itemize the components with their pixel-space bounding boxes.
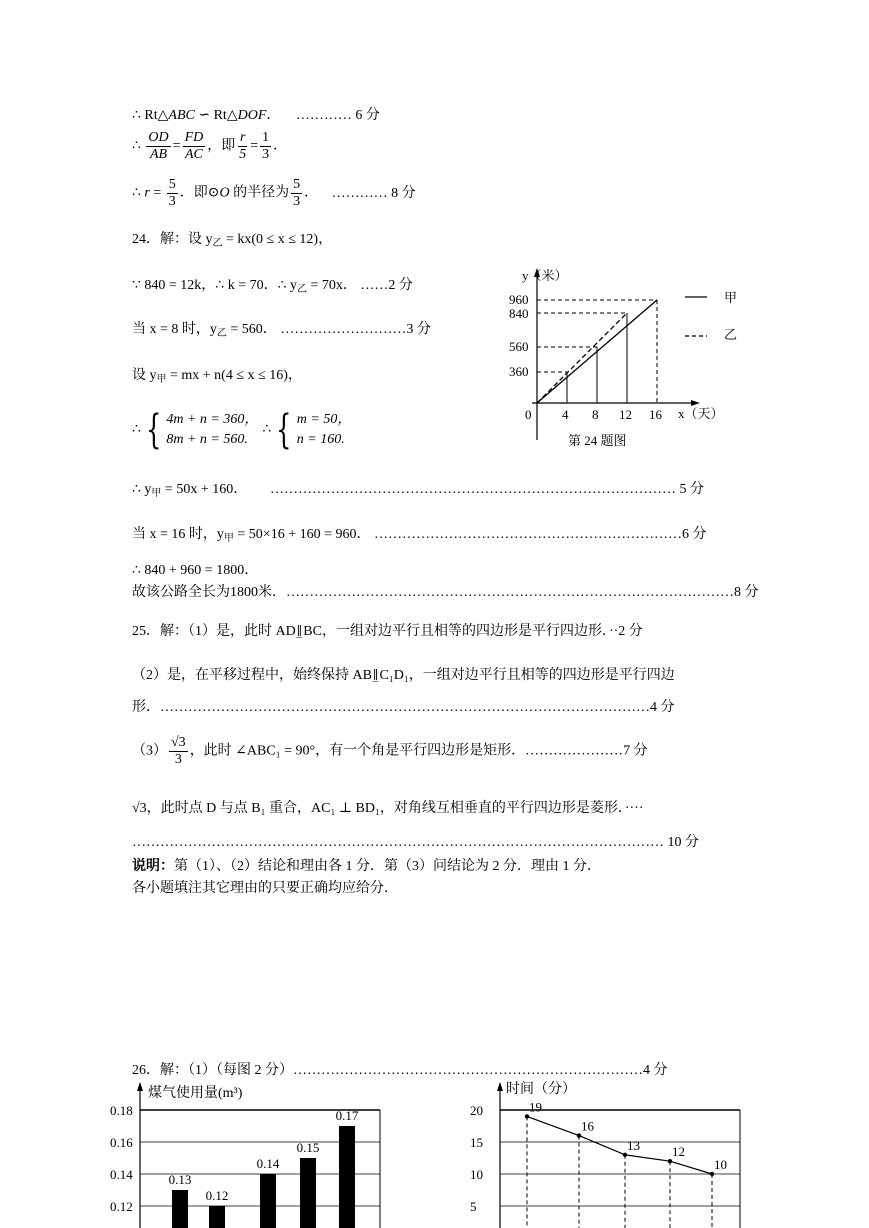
line-ytick: 15 bbox=[470, 1135, 483, 1150]
bar-ytick: 0.14 bbox=[110, 1167, 133, 1182]
s24-line6: ∴ $y_甲 = 50x + 160$． bbox=[132, 482, 248, 499]
line-point bbox=[577, 1133, 581, 1137]
line-point bbox=[710, 1172, 714, 1176]
line-label: 13 bbox=[627, 1137, 640, 1153]
ytick-840: 840 bbox=[509, 306, 529, 321]
xtick-12: 12 bbox=[619, 407, 632, 422]
s25-line3: 形．……………………………………………………………………………………………4 分 bbox=[132, 700, 675, 715]
s25-line2: （2）是，在平移过程中，始终保持 AB∥̲C₁D₁，一组对边平行且相等的四边形是平行四边 bbox=[132, 668, 675, 683]
s25-line4: （3） $\frac{√3}{3}$ ，此时 ∠ABC₁ = 90°，有一个角是平行四边形是矩形．…………………7 分 bbox=[132, 735, 648, 767]
line-label: 16 bbox=[581, 1118, 594, 1134]
bar-chart bbox=[100, 1078, 390, 1228]
xtick-0: 0 bbox=[525, 407, 532, 422]
line-point bbox=[525, 1114, 529, 1118]
line-point bbox=[623, 1153, 627, 1157]
s24-score5: …………………………………………………………………………… 5 分 bbox=[270, 482, 704, 497]
line-ylabel: 时间（分） bbox=[506, 1082, 576, 1097]
s23-line1: ∴ Rt△ABC ∽ Rt△DOF． ………… 6 分 bbox=[132, 108, 380, 123]
s25-line6: …………………………………………………………………………………………………… 10 分 bbox=[132, 835, 699, 850]
s25-line1: 25．解：（1）是，此时 AD∥̲BC，一组对边平行且相等的四边形是平行四边形．··2 分 bbox=[132, 624, 643, 639]
s24-line3: 当 x = 8 时，$y_乙 = 560$． ………………………3 分 bbox=[132, 322, 431, 339]
bar bbox=[172, 1190, 188, 1228]
line-chart bbox=[460, 1078, 750, 1228]
s26-line1: 26．解：（1）（每图 2 分）…………………………………………………………………4 分 bbox=[132, 1063, 668, 1078]
xtick-8: 8 bbox=[592, 407, 599, 422]
xtick-4: 4 bbox=[562, 407, 569, 422]
s24-line4: 设 $y_甲$ = mx + n(4 ≤ x ≤ 16)， bbox=[132, 368, 302, 385]
fig24-xlabel: x（天） bbox=[678, 406, 724, 421]
ytick-960: 960 bbox=[509, 292, 529, 307]
line-label: 10 bbox=[714, 1157, 727, 1172]
bar-ytick: 0.16 bbox=[110, 1135, 133, 1150]
s24-line8: ∴ 840 + 960 = 1800． bbox=[132, 563, 259, 578]
bar-ytick: 0.12 bbox=[110, 1199, 133, 1214]
line-label: 19 bbox=[529, 1099, 542, 1115]
ytick-560: 560 bbox=[509, 339, 529, 354]
line-ytick: 10 bbox=[470, 1167, 483, 1182]
figure-24 bbox=[500, 262, 760, 452]
bar-label: 0.15 bbox=[296, 1140, 320, 1155]
s23-line2: ∴ $\frac{OD}{AB}$ = $\frac{FD}{AC}$ ，即 $\frac{r}{5}$ = $\frac{1}{3}$ ． bbox=[132, 130, 288, 162]
ytick-360: 360 bbox=[509, 364, 529, 379]
bar-label: 0.14 bbox=[256, 1156, 280, 1171]
s24-line5: ∴ { 4m + n = 360， 8m + n = 560. ∴ { m = 50， n = 160. bbox=[132, 407, 352, 453]
fig24-caption: 第 24 题图 bbox=[568, 433, 627, 448]
line-point bbox=[668, 1159, 672, 1163]
bar bbox=[300, 1158, 316, 1228]
s25-note2: 各小题填注其它理由的只要正确均应给分． bbox=[132, 881, 398, 896]
bar bbox=[339, 1126, 355, 1228]
s25-line5: √3，此时点 D 与点 B₁ 重合，AC₁ ⊥ BD₁，对角线互相垂直的平行四边形是菱形．···· bbox=[132, 801, 644, 816]
bar bbox=[209, 1206, 225, 1228]
bar-ylabel: 煤气使用量(m³) bbox=[148, 1086, 243, 1101]
s25-note1: 说明：第（1）、（2）结论和理由各 1 分．第（3）问结论为 2 分．理由 1 分． bbox=[132, 859, 601, 874]
legend-jia: 甲 bbox=[724, 290, 738, 305]
s24-line7: 当 x = 16 时，$y_甲 = 50\times 16 + 160 = 960$． …………………………………………………………6 分 bbox=[132, 527, 707, 544]
line-ytick: 5 bbox=[470, 1199, 477, 1214]
line-label: 12 bbox=[672, 1144, 685, 1160]
bar-ytick: 0.18 bbox=[110, 1103, 133, 1118]
bar bbox=[260, 1174, 276, 1228]
bar-label: 0.12 bbox=[205, 1188, 229, 1203]
s23-line3: ∴ r = $\frac{5}{3}$ ．即⊙O 的半径为 $\frac{5}{3}$ ． ………… 8 分 bbox=[132, 177, 416, 209]
s24-line1: 24．解：设 $y_乙 = kx(0 \le x \le 12)$， bbox=[132, 232, 333, 249]
fig24-ylabel: y（米） bbox=[522, 268, 568, 283]
bar-label: 0.13 bbox=[168, 1172, 192, 1187]
score-8: ………… 8 分 bbox=[331, 185, 416, 201]
s24-line9: 故该公路全长为1800米．……………………………………………………………………………………8 分 bbox=[132, 585, 759, 600]
legend-yi: 乙 bbox=[724, 327, 738, 342]
score-6: ………… 6 分 bbox=[295, 108, 380, 123]
bar-label: 0.17 bbox=[335, 1108, 359, 1123]
line-ytick: 20 bbox=[470, 1103, 483, 1118]
xtick-16: 16 bbox=[649, 407, 662, 422]
s24-line2: ∵ 840 = 12k，∴ k = 70．∴ $y_乙 = 70x$． ……2 分 bbox=[132, 278, 413, 295]
